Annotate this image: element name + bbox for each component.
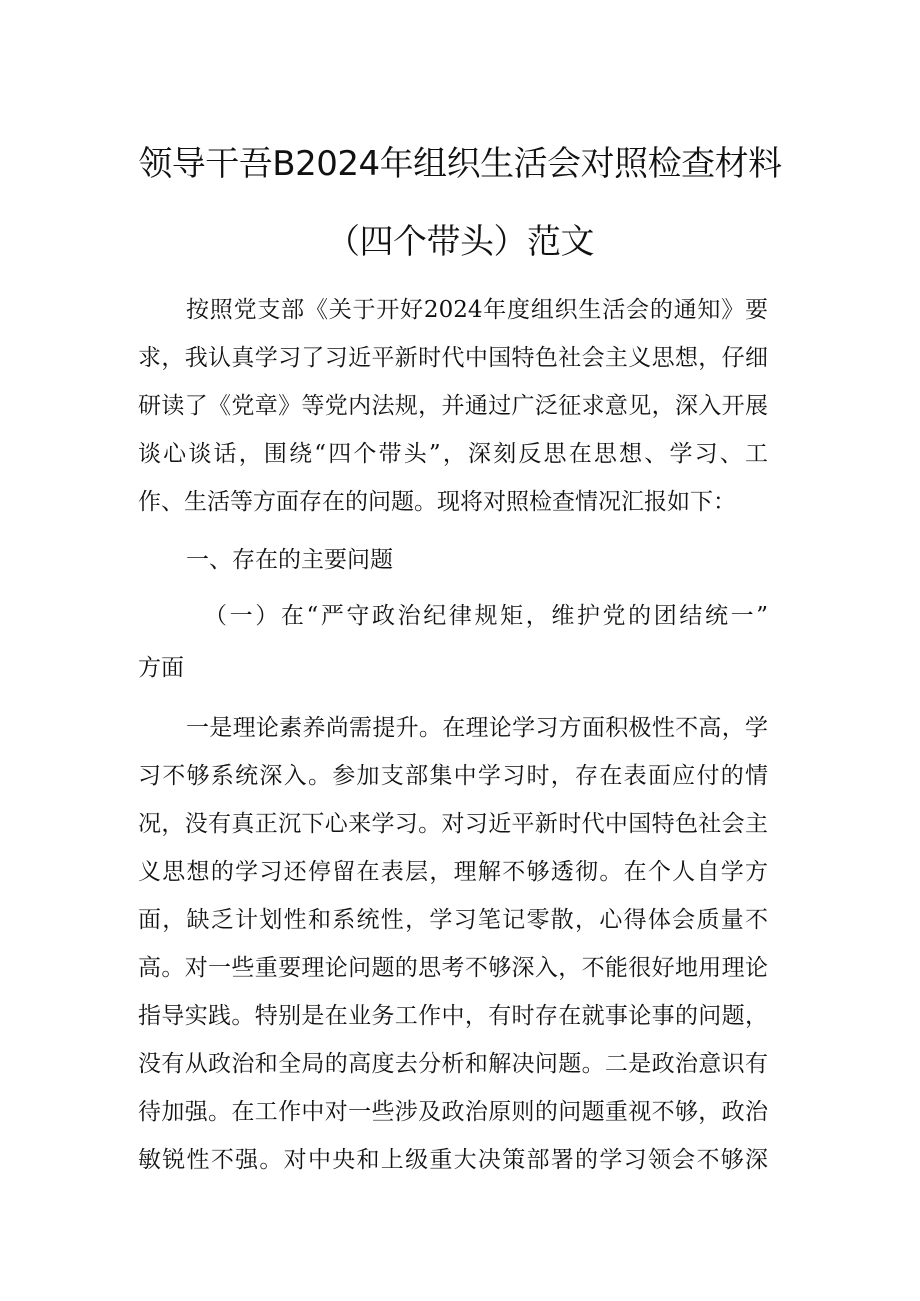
intro-line: 求，我认真学习了习近平新时代中国特色社会主义思想，仔细	[138, 345, 768, 371]
intro-line: 谈心谈话，围绕“四个带头”，深刻反思在思想、学习、工	[138, 441, 768, 467]
paragraph-line: 高。对一些重要理论问题的思考不够深入，不能很好地用理论	[138, 955, 768, 981]
section-heading: 一、存在的主要问题	[186, 547, 393, 573]
paragraph-line: 一是理论素养尚需提升。在理论学习方面积极性不高，学	[186, 715, 768, 741]
intro-line: 作、生活等方面存在的问题。现将对照检查情况汇报如下：	[138, 489, 736, 515]
document-title-line-1: 领导干吾B2024年组织生活会对照检查材料	[138, 144, 782, 184]
paragraph-line: 敏锐性不强。对中央和上级重大决策部署的学习领会不够深	[138, 1147, 768, 1173]
paragraph-line: 指导实践。特别是在业务工作中，有时存在就事论事的问题，	[138, 1003, 768, 1029]
paragraph-line: 习不够系统深入。参加支部集中学习时，存在表面应付的情	[138, 763, 768, 789]
intro-line: 按照党支部《关于开好2024年度组织生活会的通知》要	[186, 297, 768, 323]
intro-line: 研读了《党章》等党内法规，并通过广泛征求意见，深入开展	[138, 393, 768, 419]
document-title-line-2: （四个带头）范文	[326, 222, 594, 262]
paragraph-line: 没有从政治和全局的高度去分析和解决问题。二是政治意识有	[138, 1051, 768, 1077]
paragraph-line: 面，缺乏计划性和系统性，学习笔记零散，心得体会质量不	[138, 907, 768, 933]
subsection-heading-continued: 方面	[138, 655, 184, 681]
paragraph-line: 义思想的学习还停留在表层，理解不够透彻。在个人自学方	[138, 859, 768, 885]
paragraph-line: 待加强。在工作中对一些涉及政治原则的问题重视不够，政治	[138, 1099, 768, 1125]
subsection-heading: （一）在“严守政治纪律规矩，维护党的团结统一”	[204, 603, 768, 629]
paragraph-line: 况，没有真正沉下心来学习。对习近平新时代中国特色社会主	[138, 811, 768, 837]
